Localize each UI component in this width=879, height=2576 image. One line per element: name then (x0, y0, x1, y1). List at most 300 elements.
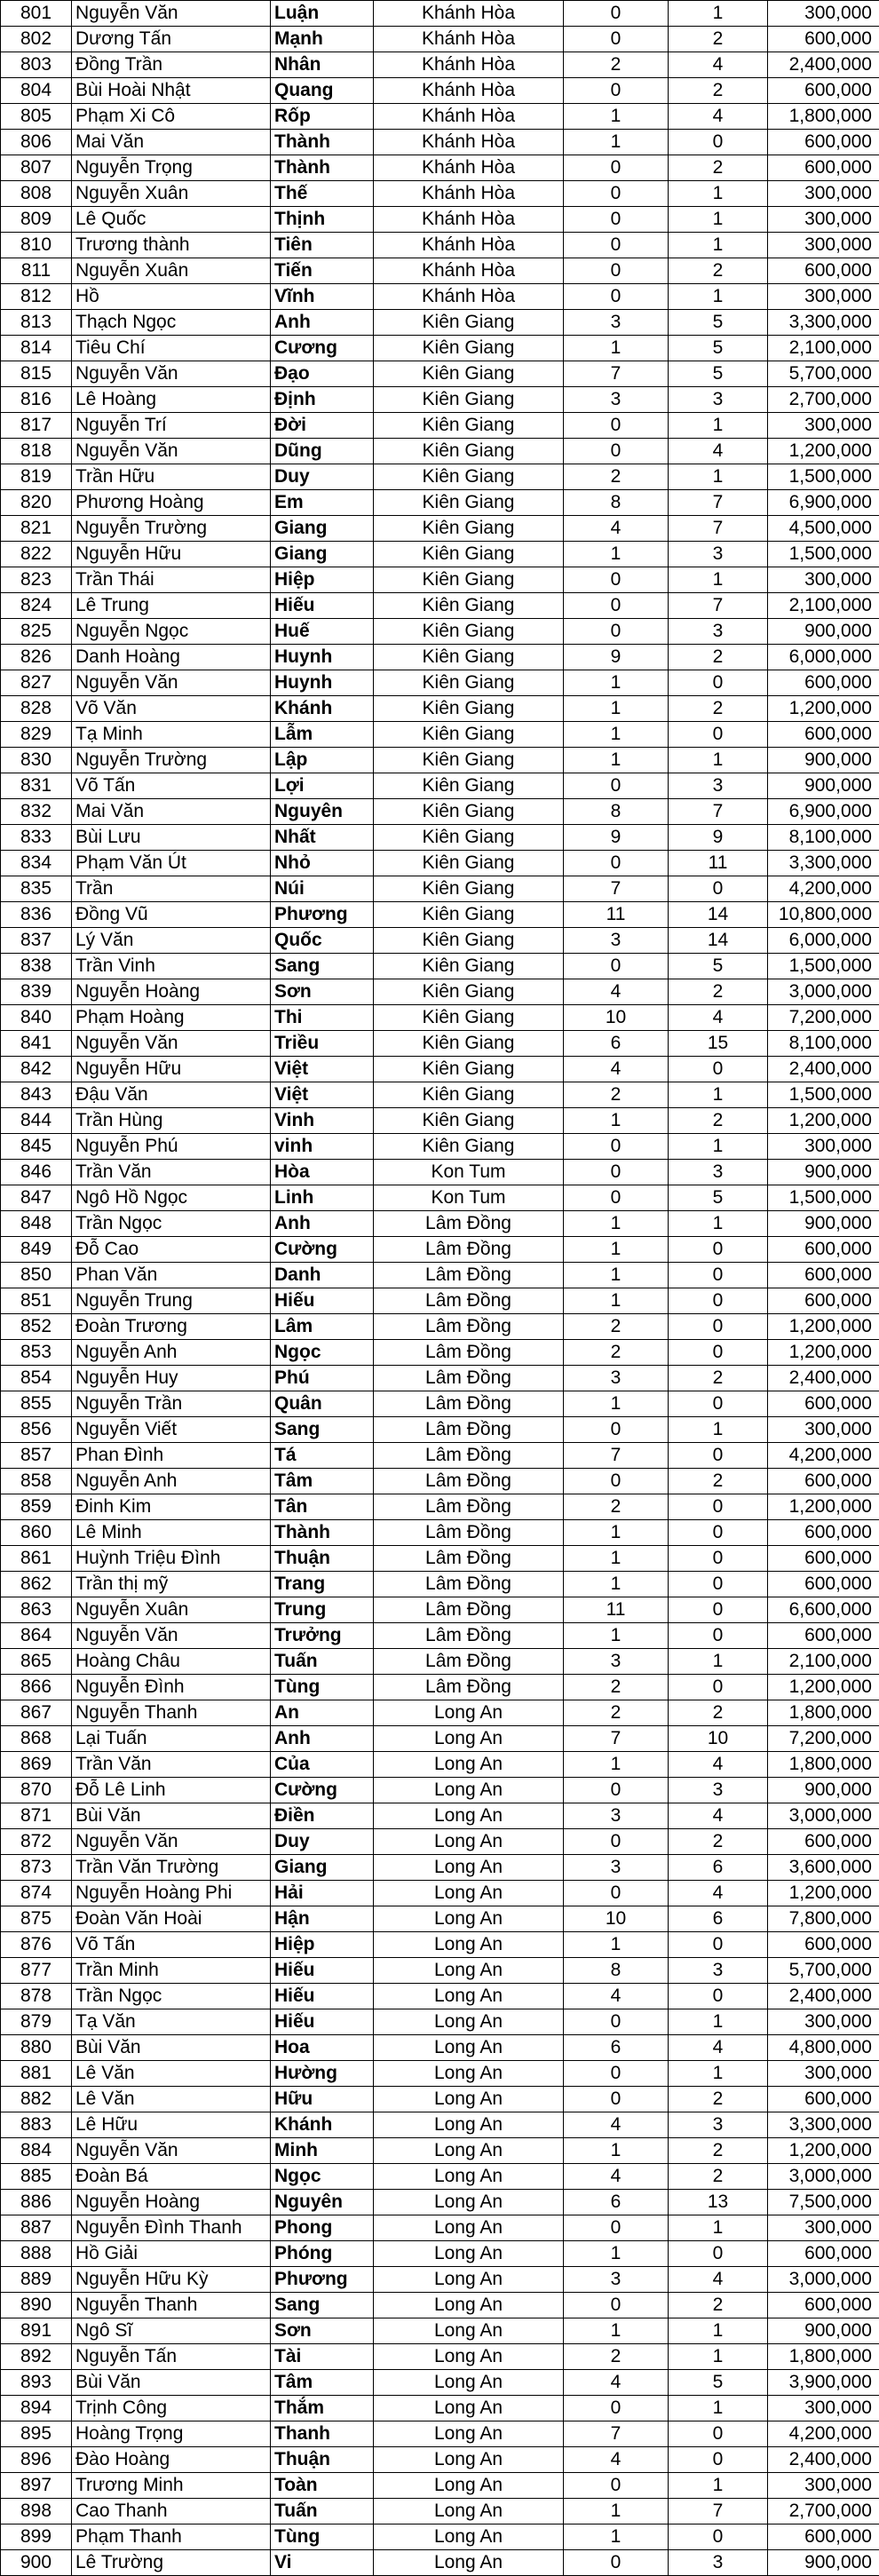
amount-cell: 7,200,000 (768, 1005, 879, 1031)
province-cell: Khánh Hòa (374, 258, 564, 284)
count-b-cell: 2 (669, 979, 768, 1005)
province-cell: Kiên Giang (374, 645, 564, 670)
amount-cell: 600,000 (768, 1263, 879, 1288)
count-b-cell: 3 (669, 619, 768, 645)
surname-cell: Trương Minh (72, 2473, 271, 2499)
count-a-cell: 0 (564, 1417, 669, 1443)
amount-cell: 3,000,000 (768, 979, 879, 1005)
table-row (1, 542, 879, 567)
count-b-cell: 0 (669, 1675, 768, 1700)
table-row (1, 670, 879, 696)
given-name-cell: Hiệp (271, 567, 374, 593)
given-name-cell: Điền (271, 1803, 374, 1829)
table-row (1, 1572, 879, 1597)
surname-cell: Nguyễn Văn (72, 1829, 271, 1855)
count-b-cell: 1 (669, 413, 768, 439)
given-name-cell: Phong (271, 2215, 374, 2241)
given-name-cell: Thành (271, 155, 374, 181)
amount-cell: 2,700,000 (768, 387, 879, 413)
count-a-cell: 3 (564, 1803, 669, 1829)
table-row (1, 284, 879, 310)
count-b-cell: 2 (669, 2293, 768, 2318)
amount-cell: 300,000 (768, 413, 879, 439)
province-cell: Lâm Đồng (374, 1520, 564, 1546)
count-b-cell: 6 (669, 1906, 768, 1932)
province-cell: Long An (374, 2241, 564, 2267)
surname-cell: Huỳnh Triệu Đình (72, 1546, 271, 1572)
province-cell: Long An (374, 2138, 564, 2164)
given-name-cell: Lập (271, 748, 374, 773)
amount-cell: 300,000 (768, 1, 879, 27)
table-row (1, 928, 879, 954)
amount-cell: 600,000 (768, 1520, 879, 1546)
amount-cell: 600,000 (768, 1572, 879, 1597)
row-number: 860 (1, 1520, 72, 1546)
row-number: 828 (1, 696, 72, 722)
count-a-cell: 11 (564, 902, 669, 928)
given-name-cell: Anh (271, 1211, 374, 1237)
given-name-cell: Hiếu (271, 593, 374, 619)
count-b-cell: 3 (669, 542, 768, 567)
surname-cell: Phạm Xi Cô (72, 104, 271, 130)
surname-cell: Nguyễn Anh (72, 1469, 271, 1494)
province-cell: Long An (374, 1906, 564, 1932)
given-name-cell: Khánh (271, 696, 374, 722)
surname-cell: Nguyễn Xuân (72, 1597, 271, 1623)
count-b-cell: 0 (669, 1314, 768, 1340)
province-cell: Kiên Giang (374, 748, 564, 773)
count-a-cell: 0 (564, 2009, 669, 2035)
given-name-cell: Nhân (271, 52, 374, 78)
given-name-cell: Hường (271, 2061, 374, 2087)
surname-cell: Võ Tấn (72, 773, 271, 799)
surname-cell: Trần thị mỹ (72, 1572, 271, 1597)
given-name-cell: Hữu (271, 2087, 374, 2112)
table-row (1, 567, 879, 593)
row-number: 815 (1, 361, 72, 387)
table-row (1, 1134, 879, 1160)
province-cell: Kiên Giang (374, 851, 564, 876)
count-a-cell: 3 (564, 1366, 669, 1391)
surname-cell: Nguyễn Thanh (72, 1700, 271, 1726)
amount-cell: 1,800,000 (768, 1700, 879, 1726)
amount-cell: 1,200,000 (768, 1314, 879, 1340)
province-cell: Kiên Giang (374, 593, 564, 619)
given-name-cell: Nguyên (271, 799, 374, 825)
province-cell: Kiên Giang (374, 336, 564, 361)
count-b-cell: 0 (669, 2524, 768, 2550)
row-number: 900 (1, 2550, 72, 2576)
amount-cell: 300,000 (768, 1417, 879, 1443)
row-number: 840 (1, 1005, 72, 1031)
count-b-cell: 2 (669, 2087, 768, 2112)
count-a-cell: 0 (564, 27, 669, 52)
table-row (1, 439, 879, 464)
surname-cell: Bùi Văn (72, 2035, 271, 2061)
row-number: 803 (1, 52, 72, 78)
count-a-cell: 1 (564, 542, 669, 567)
table-row (1, 2009, 879, 2035)
table-row (1, 181, 879, 207)
count-b-cell: 7 (669, 2499, 768, 2524)
given-name-cell: Ngọc (271, 1340, 374, 1366)
table-row (1, 1314, 879, 1340)
table-row (1, 1005, 879, 1031)
given-name-cell: Giang (271, 542, 374, 567)
surname-cell: Phạm Văn Út (72, 851, 271, 876)
surname-cell: Đoàn Trương (72, 1314, 271, 1340)
row-number: 816 (1, 387, 72, 413)
given-name-cell: Dũng (271, 439, 374, 464)
count-a-cell: 7 (564, 361, 669, 387)
amount-cell: 1,500,000 (768, 542, 879, 567)
table-row (1, 413, 879, 439)
table-row (1, 2215, 879, 2241)
given-name-cell: Núi (271, 876, 374, 902)
surname-cell: Phạm Thanh (72, 2524, 271, 2550)
row-number: 810 (1, 233, 72, 258)
given-name-cell: Giang (271, 516, 374, 542)
count-b-cell: 1 (669, 1649, 768, 1675)
table-row (1, 2396, 879, 2421)
province-cell: Kiên Giang (374, 1082, 564, 1108)
surname-cell: Lê Trường (72, 2550, 271, 2576)
count-b-cell: 4 (669, 1752, 768, 1778)
count-a-cell: 7 (564, 876, 669, 902)
province-cell: Kiên Giang (374, 1134, 564, 1160)
given-name-cell: Duy (271, 464, 374, 490)
province-cell: Long An (374, 2215, 564, 2241)
amount-cell: 6,000,000 (768, 928, 879, 954)
amount-cell: 600,000 (768, 1623, 879, 1649)
count-a-cell: 2 (564, 2344, 669, 2370)
table-row (1, 464, 879, 490)
table-row (1, 1855, 879, 1881)
table-row (1, 1778, 879, 1803)
count-a-cell: 0 (564, 78, 669, 104)
surname-cell: Đào Hoàng (72, 2447, 271, 2473)
count-b-cell: 1 (669, 2473, 768, 2499)
province-cell: Long An (374, 2164, 564, 2190)
amount-cell: 7,200,000 (768, 1726, 879, 1752)
count-b-cell: 3 (669, 773, 768, 799)
surname-cell: Tạ Minh (72, 722, 271, 748)
count-a-cell: 1 (564, 696, 669, 722)
province-cell: Long An (374, 2499, 564, 2524)
count-a-cell: 0 (564, 1185, 669, 1211)
given-name-cell: Tâm (271, 2370, 374, 2396)
province-cell: Kiên Giang (374, 902, 564, 928)
province-cell: Kiên Giang (374, 928, 564, 954)
province-cell: Khánh Hòa (374, 104, 564, 130)
count-b-cell: 1 (669, 233, 768, 258)
count-a-cell: 3 (564, 2267, 669, 2293)
table-row (1, 2499, 879, 2524)
table-row (1, 593, 879, 619)
amount-cell: 1,200,000 (768, 1675, 879, 1700)
given-name-cell: Hòa (271, 1160, 374, 1185)
province-cell: Kon Tum (374, 1185, 564, 1211)
province-cell: Long An (374, 2344, 564, 2370)
surname-cell: Lê Trung (72, 593, 271, 619)
row-number: 858 (1, 1469, 72, 1494)
row-number: 843 (1, 1082, 72, 1108)
province-cell: Kiên Giang (374, 773, 564, 799)
surname-cell: Lê Văn (72, 2061, 271, 2087)
count-a-cell: 3 (564, 928, 669, 954)
amount-cell: 600,000 (768, 1237, 879, 1263)
count-a-cell: 0 (564, 155, 669, 181)
given-name-cell: Lâm (271, 1314, 374, 1340)
given-name-cell: Hoa (271, 2035, 374, 2061)
given-name-cell: Sang (271, 954, 374, 979)
surname-cell: Mai Văn (72, 799, 271, 825)
surname-cell: Nguyễn Đình Thanh (72, 2215, 271, 2241)
table-row (1, 1932, 879, 1958)
surname-cell: Đồng Trần (72, 52, 271, 78)
province-cell: Lâm Đồng (374, 1366, 564, 1391)
given-name-cell: Thế (271, 181, 374, 207)
count-b-cell: 2 (669, 2164, 768, 2190)
table-row (1, 2267, 879, 2293)
table-body (1, 1, 879, 2576)
province-cell: Kiên Giang (374, 464, 564, 490)
amount-cell: 600,000 (768, 27, 879, 52)
count-a-cell: 2 (564, 1314, 669, 1340)
count-a-cell: 2 (564, 1675, 669, 1700)
table-row (1, 1803, 879, 1829)
row-number: 807 (1, 155, 72, 181)
table-row (1, 1752, 879, 1778)
count-b-cell: 1 (669, 2215, 768, 2241)
surname-cell: Nguyễn Hữu Kỳ (72, 2267, 271, 2293)
count-a-cell: 1 (564, 1263, 669, 1288)
given-name-cell: Linh (271, 1185, 374, 1211)
table-row (1, 902, 879, 928)
given-name-cell: Sang (271, 1417, 374, 1443)
table-row (1, 799, 879, 825)
count-a-cell: 6 (564, 2190, 669, 2215)
row-number: 805 (1, 104, 72, 130)
count-b-cell: 0 (669, 722, 768, 748)
province-cell: Long An (374, 2061, 564, 2087)
given-name-cell: Thuận (271, 2447, 374, 2473)
count-a-cell: 0 (564, 2473, 669, 2499)
amount-cell: 900,000 (768, 1211, 879, 1237)
surname-cell: Nguyễn Anh (72, 1340, 271, 1366)
amount-cell: 4,200,000 (768, 2421, 879, 2447)
row-number: 808 (1, 181, 72, 207)
province-cell: Kiên Giang (374, 876, 564, 902)
amount-cell: 3,000,000 (768, 2267, 879, 2293)
count-b-cell: 3 (669, 2112, 768, 2138)
table-row (1, 104, 879, 130)
province-cell: Lâm Đồng (374, 1263, 564, 1288)
province-cell: Kiên Giang (374, 1005, 564, 1031)
count-b-cell: 9 (669, 825, 768, 851)
row-number: 862 (1, 1572, 72, 1597)
amount-cell: 600,000 (768, 1829, 879, 1855)
row-number: 877 (1, 1958, 72, 1984)
row-number: 854 (1, 1366, 72, 1391)
surname-cell: Nguyễn Tấn (72, 2344, 271, 2370)
surname-cell: Cao Thanh (72, 2499, 271, 2524)
surname-cell: Trần Văn (72, 1160, 271, 1185)
table-row (1, 2370, 879, 2396)
count-b-cell: 3 (669, 1958, 768, 1984)
amount-cell: 900,000 (768, 1778, 879, 1803)
province-cell: Lâm Đồng (374, 1211, 564, 1237)
amount-cell: 1,200,000 (768, 439, 879, 464)
province-cell: Long An (374, 1752, 564, 1778)
given-name-cell: Cường (271, 1237, 374, 1263)
province-cell: Long An (374, 2087, 564, 2112)
given-name-cell: Trung (271, 1597, 374, 1623)
surname-cell: Nguyễn Đình (72, 1675, 271, 1700)
count-b-cell: 5 (669, 1185, 768, 1211)
count-b-cell: 4 (669, 52, 768, 78)
surname-cell: Thạch Ngọc (72, 310, 271, 336)
amount-cell: 600,000 (768, 130, 879, 155)
given-name-cell: Triều (271, 1031, 374, 1057)
surname-cell: Nguyễn Hữu (72, 1057, 271, 1082)
surname-cell: Danh Hoàng (72, 645, 271, 670)
province-cell: Kiên Giang (374, 799, 564, 825)
surname-cell: Nguyễn Hoàng Phi (72, 1881, 271, 1906)
given-name-cell: Anh (271, 310, 374, 336)
surname-cell: Hồ (72, 284, 271, 310)
amount-cell: 300,000 (768, 2396, 879, 2421)
row-number: 841 (1, 1031, 72, 1057)
row-number: 879 (1, 2009, 72, 2035)
amount-cell: 4,200,000 (768, 1443, 879, 1469)
table-row (1, 490, 879, 516)
count-a-cell: 0 (564, 1881, 669, 1906)
table-row (1, 1160, 879, 1185)
table-row (1, 1237, 879, 1263)
amount-cell: 600,000 (768, 2241, 879, 2267)
row-number: 830 (1, 748, 72, 773)
amount-cell: 300,000 (768, 284, 879, 310)
count-b-cell: 4 (669, 2035, 768, 2061)
province-cell: Khánh Hòa (374, 130, 564, 155)
row-number: 831 (1, 773, 72, 799)
row-number: 811 (1, 258, 72, 284)
table-row (1, 1211, 879, 1237)
table-row (1, 258, 879, 284)
row-number: 847 (1, 1185, 72, 1211)
count-b-cell: 2 (669, 27, 768, 52)
row-number: 887 (1, 2215, 72, 2241)
count-a-cell: 8 (564, 490, 669, 516)
table-row (1, 1675, 879, 1700)
count-b-cell: 1 (669, 1, 768, 27)
province-cell: Khánh Hòa (374, 78, 564, 104)
given-name-cell: Nhất (271, 825, 374, 851)
province-cell: Kiên Giang (374, 979, 564, 1005)
table-row (1, 954, 879, 979)
count-a-cell: 1 (564, 2499, 669, 2524)
province-cell: Lâm Đồng (374, 1572, 564, 1597)
table-row (1, 52, 879, 78)
row-number: 857 (1, 1443, 72, 1469)
row-number: 842 (1, 1057, 72, 1082)
province-cell: Long An (374, 1958, 564, 1984)
table-row (1, 1469, 879, 1494)
province-cell: Kiên Giang (374, 542, 564, 567)
row-number: 865 (1, 1649, 72, 1675)
amount-cell: 900,000 (768, 2318, 879, 2344)
amount-cell: 1,500,000 (768, 954, 879, 979)
given-name-cell: Thuận (271, 1546, 374, 1572)
surname-cell: Lê Văn (72, 2087, 271, 2112)
count-a-cell: 1 (564, 2318, 669, 2344)
table-row (1, 2524, 879, 2550)
province-cell: Long An (374, 1778, 564, 1803)
row-number: 818 (1, 439, 72, 464)
count-a-cell: 7 (564, 1443, 669, 1469)
row-number: 868 (1, 1726, 72, 1752)
surname-cell: Trần Văn Trường (72, 1855, 271, 1881)
province-cell: Kiên Giang (374, 516, 564, 542)
surname-cell: Trần (72, 876, 271, 902)
table-row (1, 1340, 879, 1366)
amount-cell: 2,700,000 (768, 2499, 879, 2524)
table-row (1, 2164, 879, 2190)
given-name-cell: Thịnh (271, 207, 374, 233)
row-number: 871 (1, 1803, 72, 1829)
count-a-cell: 0 (564, 1778, 669, 1803)
given-name-cell: Cường (271, 1778, 374, 1803)
amount-cell: 300,000 (768, 181, 879, 207)
count-a-cell: 2 (564, 464, 669, 490)
count-b-cell: 0 (669, 2447, 768, 2473)
given-name-cell: Thắm (271, 2396, 374, 2421)
row-number: 835 (1, 876, 72, 902)
given-name-cell: Hận (271, 1906, 374, 1932)
given-name-cell: Vi (271, 2550, 374, 2576)
given-name-cell: Quang (271, 78, 374, 104)
amount-cell: 3,600,000 (768, 1855, 879, 1881)
row-number: 846 (1, 1160, 72, 1185)
amount-cell: 1,200,000 (768, 1881, 879, 1906)
count-a-cell: 4 (564, 1057, 669, 1082)
count-a-cell: 11 (564, 1597, 669, 1623)
amount-cell: 2,400,000 (768, 52, 879, 78)
given-name-cell: Tùng (271, 2524, 374, 2550)
count-a-cell: 3 (564, 387, 669, 413)
count-a-cell: 0 (564, 181, 669, 207)
amount-cell: 300,000 (768, 233, 879, 258)
province-cell: Long An (374, 2293, 564, 2318)
amount-cell: 600,000 (768, 1546, 879, 1572)
amount-cell: 600,000 (768, 2524, 879, 2550)
count-b-cell: 1 (669, 1134, 768, 1160)
count-b-cell: 0 (669, 2241, 768, 2267)
table-row (1, 1057, 879, 1082)
province-cell: Kiên Giang (374, 387, 564, 413)
surname-cell: Nguyễn Hoàng (72, 979, 271, 1005)
given-name-cell: Danh (271, 1263, 374, 1288)
count-a-cell: 1 (564, 670, 669, 696)
row-number: 845 (1, 1134, 72, 1160)
table-row (1, 27, 879, 52)
surname-cell: Trương thành (72, 233, 271, 258)
province-cell: Lâm Đồng (374, 1340, 564, 1366)
given-name-cell: Thanh (271, 2421, 374, 2447)
row-number: 844 (1, 1108, 72, 1134)
province-cell: Kiên Giang (374, 696, 564, 722)
